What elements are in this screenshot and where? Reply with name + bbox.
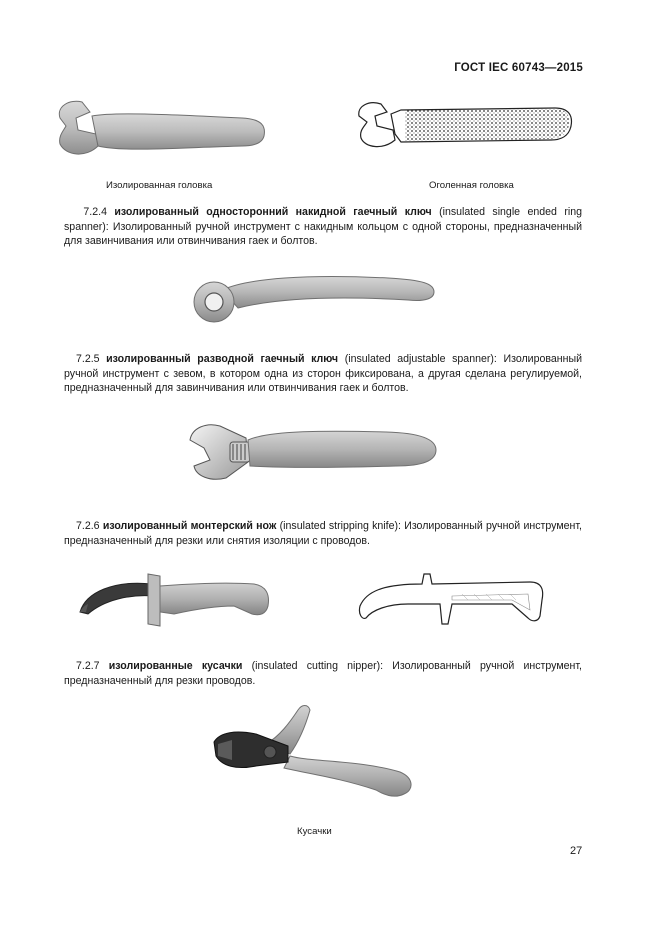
clause-text: (insulated single ended ring spanner): Изолированный ручной инструмент с накидным кольцом с одной стороны, предназначенный для завинчивания или отвинчивания гаек и болтов. (64, 206, 582, 248)
clause-text: (insulated stripping knife): Изолированный ручной инструмент, предназначенный для резки или снятия изоляции с проводов. (64, 520, 582, 547)
clause-number: 7.2.6 (76, 520, 100, 532)
paragraph-7-2-4 (64, 205, 582, 249)
clause-number: 7.2.4 (83, 206, 107, 218)
clause-term: изолированный монтерский нож (102, 520, 277, 532)
clause-text: (insulated cutting nipper): Изолированный ручной инструмент, предназначенный для резки проводов. (64, 660, 582, 687)
paragraph-7-2-5 (64, 352, 582, 396)
clause-term: изолированные кусачки (108, 660, 243, 672)
page-number: 27 (570, 845, 583, 857)
insulated-cutting-nipper-image (210, 700, 420, 810)
insulated-open-spanner-image (52, 96, 272, 166)
caption-insulated-head: Изолированная головка (106, 180, 213, 191)
insulated-adjustable-spanner-image (186, 418, 440, 488)
bare-head-spanner-drawing (355, 98, 575, 158)
stripping-knife-drawing (352, 570, 552, 632)
clause-term: изолированный разводной гаечный ключ (106, 353, 339, 365)
paragraph-7-2-7 (64, 659, 582, 688)
clause-number: 7.2.7 (76, 660, 100, 672)
caption-bare-head: Оголенная головка (429, 180, 514, 191)
insulated-stripping-knife-image (74, 570, 274, 632)
insulated-ring-spanner-image (188, 268, 440, 328)
clause-text: (insulated adjustable spanner): Изолированный ручной инструмент с зевом, в котором одна из сторон фиксирована, а другая сделана регулируемой, предназначенный для завинчивания или отвинчивания гаек и болтов. (64, 353, 583, 395)
standard-header: ГОСТ IEC 60743—2015 (454, 62, 583, 74)
caption-cutting-nipper: Кусачки (297, 826, 332, 837)
clause-number: 7.2.5 (76, 353, 100, 365)
paragraph-7-2-6 (64, 519, 582, 548)
clause-term: изолированный односторонний накидной гаечный ключ (114, 206, 432, 218)
